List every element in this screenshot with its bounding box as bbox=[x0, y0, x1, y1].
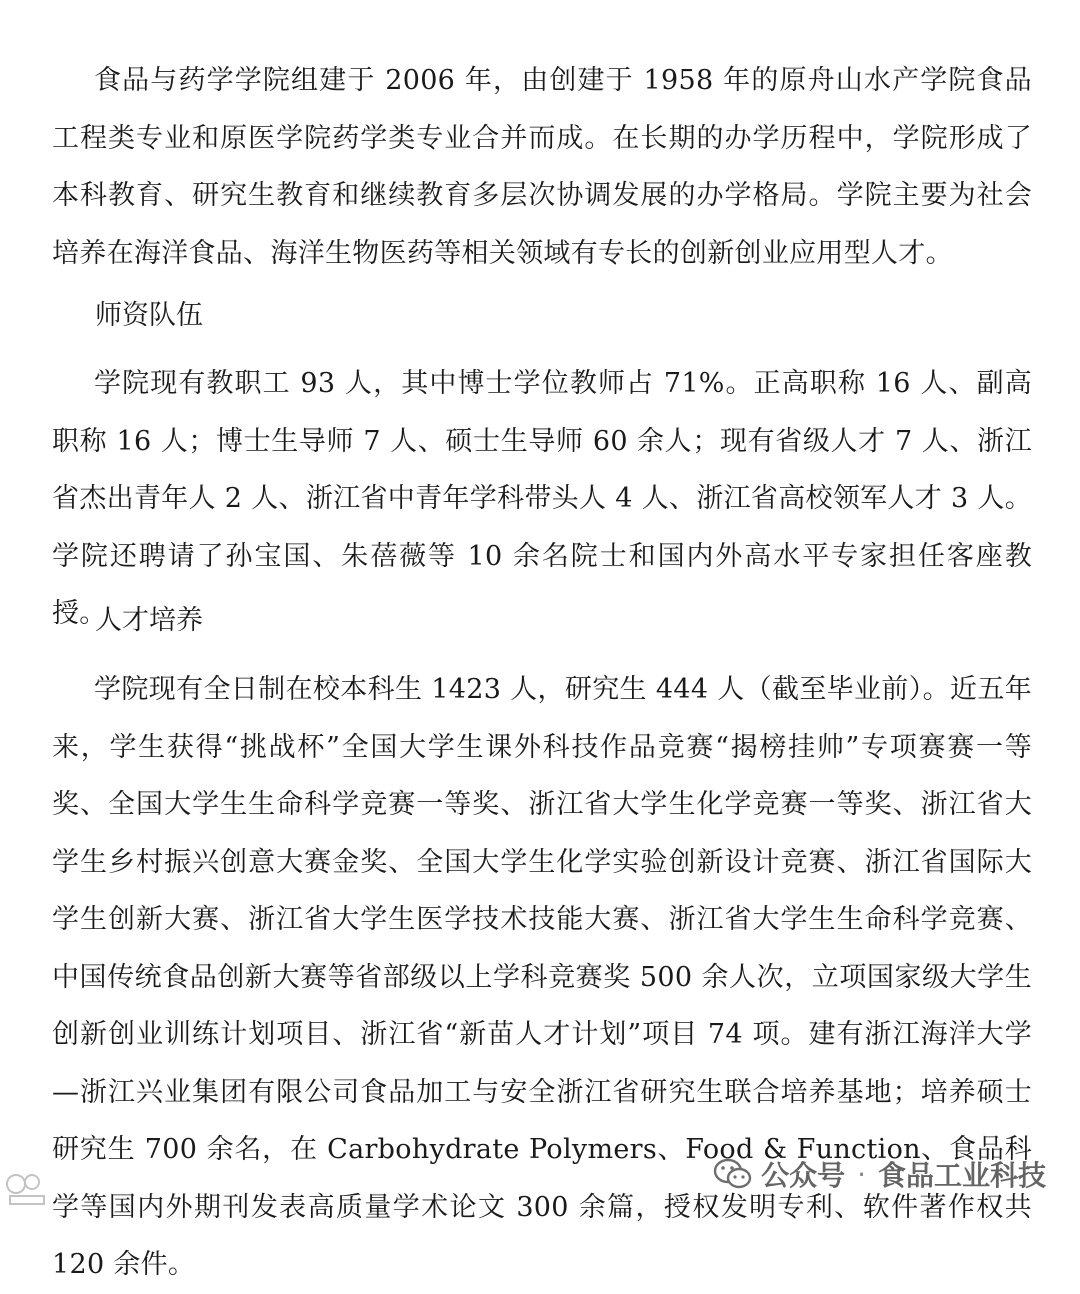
faculty-heading: 师资队伍 bbox=[95, 300, 203, 331]
corner-logo-icon bbox=[4, 1170, 50, 1210]
intro-paragraph: 食品与药学学院组建于 2006 年，由创建于 1958 年的原舟山水产学院食品工程类专业和原医学院药学类专业合并而成。在长期的办学历程中，学院形成了本科教育、研究生教育和继续教育多层次协调发展的办学格局。学院主要为社会培养在海洋食品、海洋生物医药等相关领域有专长的创新创业应用型人才。 bbox=[52, 65, 1032, 269]
watermark-prefix: 公众号 bbox=[761, 1159, 846, 1192]
faculty-paragraph: 学院现有教职工 93 人，其中博士学位教师占 71%。正高职称 16 人、副高职称 16 人；博士生导师 7 人、硕士生导师 60 余人；现有省级人才 7 人、浙江省杰出青年人 2 人、浙江省中青年学科带头人 4 人、浙江省高校领军人才 3 人。学院还聘请了孙宝国、朱蓓薇等 10 余名院士和国内外高水平专家担任客座教授。 bbox=[52, 368, 1032, 629]
watermark-account: 食品工业科技 bbox=[877, 1159, 1046, 1192]
training-paragraph: 学院现有全日制在校本科生 1423 人，研究生 444 人（截至毕业前）。近五年来，学生获得“挑战杯”全国大学生课外科技作品竞赛“揭榜挂帅”专项赛赛一等奖、全国大学生生命科学竞赛一等奖、浙江省大学生化学竞赛一等奖、浙江省大学生乡村振兴创意大赛金奖、全国大学生化学实验创新设计竞赛、浙江省国际大学生创新大赛、浙江省大学生医学技术技能大赛、浙江省大学生生命科学竞赛、中国传统食品创新大赛等省部级以上学科竞赛奖 500 余人次，立项国家级大学生创新创业训练计划项目、浙江省“新苗人才计划”项目 74 项。建有浙江海洋大学—浙江兴业集团有限公司食品加工与安全浙江省研究生联合培养基地；培养硕士研究生 700 余名，在 Carbohydrate Polymers、Food & Function、食品科学等国内外期刊发表高质量学术论文 300 余篇，授权发明专利、软件著作权共 120 余件。 bbox=[52, 674, 1032, 1280]
wechat-watermark bbox=[713, 1149, 1046, 1199]
wechat-icon bbox=[713, 1157, 753, 1191]
watermark-separator: · bbox=[857, 1157, 866, 1191]
training-heading: 人才培养 bbox=[95, 605, 203, 636]
